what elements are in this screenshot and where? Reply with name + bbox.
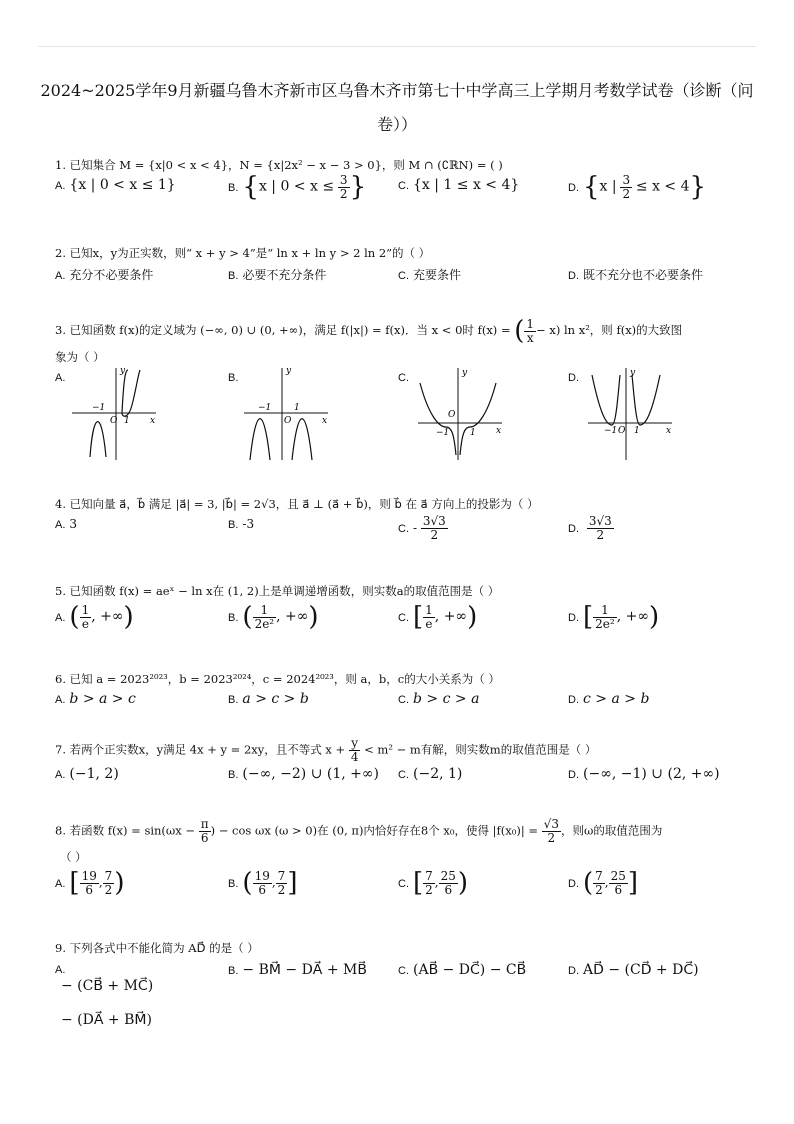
question-5-stem: 5. 已知函数 f(x) = aeˣ − ln x在 (1, 2)上是单调递增函数，则实数a的取值范围是（ ） [55,584,500,598]
svg-text:O: O [448,410,456,420]
q7-option-a[interactable]: A. (−1, 2) [55,766,119,782]
q8-option-c[interactable]: C. [ $\frac{7}{2}$ , $\frac{25}{6}$ ) [398,868,469,898]
svg-text:1: 1 [294,403,300,413]
q5-option-b[interactable]: B. ( $\frac{1}{\text{2e²}}$ , +∞) [228,602,319,632]
svg-text:y: y [120,366,126,376]
q2-option-b[interactable]: B. 必要不充分条件 [228,268,327,282]
q6-option-d[interactable]: D. c > a > b [568,691,650,707]
q3-option-d[interactable]: D. [568,372,579,384]
q1-option-c[interactable]: C. {x | 1 ≤ x < 4} [398,177,520,193]
question-7-stem: 7. 若两个正实数x，y满足 4x + y = 2xy，且不等式 x + $\frac{y}{4}$ < m² − m有解，则实数m的取值范围是（ ） [55,736,597,764]
q5-option-a[interactable]: A. ( $\frac{1}{e}$ , +∞) [55,602,134,632]
q3-option-b-graph [240,365,332,463]
curve-right [632,375,660,425]
svg-text:y: y [462,368,468,378]
svg-text:x: x [496,426,502,436]
exam-title-cont: 卷）） [376,115,417,134]
q5-option-d[interactable]: D. [ $\frac{1}{\text{2e²}}$ , +∞) [568,602,660,632]
curve-right [122,370,140,416]
question-8-stem-cont: （ ） [60,850,87,864]
q7-option-d[interactable]: D. (−∞, −1) ∪ (2, +∞) [568,766,720,782]
q4-option-d[interactable]: D. $\frac{3√3}{2}$ [568,514,612,542]
q3-option-a-graph [68,365,160,463]
question-1-stem: 1. 已知集合 M = {x|0 < x < 4}，N = {x|2x² − x − 3 > 0}，则 M ∩ (∁ℝN) = ( ) [55,158,503,172]
svg-text:O: O [284,416,292,426]
question-3-stem: 3. 已知函数 f(x)的定义域为 (−∞, 0) ∪ (0, +∞)，满足 f(|x|) = f(x)．当 x < 0时 f(x) = ( $\frac{1}{x}$ − x) ln x²，则 f(x)的大致图 [55,316,683,346]
q1-option-a[interactable]: A. {x | 0 < x ≤ 1} [55,177,176,193]
q7-option-c[interactable]: C. (−2, 1) [398,766,463,782]
q9-option-c[interactable]: C. (AB⃗ − DC⃗) − CB⃗ [398,962,527,978]
curve-left [592,375,620,425]
q7-option-b[interactable]: B. (−∞, −2) ∪ (1, +∞) [228,766,380,782]
q1-option-d[interactable]: D. {x | $\frac{3}{2}$ ≤ x < 4} [568,172,707,202]
curve-right [460,383,496,455]
question-4-stem: 4. 已知向量 a⃗，b⃗ 满足 |a⃗| = 3, |b⃗| = 2√3，且 a⃗ ⊥ (a⃗ + b⃗)，则 b⃗ 在 a⃗ 方向上的投影为（ ） [55,497,539,511]
svg-text:−1: −1 [604,426,618,436]
q8-option-b[interactable]: B. ( $\frac{19}{6}$ , $\frac{7}{2}$ ] [228,868,298,898]
curve-right [292,419,312,460]
svg-text:y: y [630,368,636,378]
q8-option-a[interactable]: A. [ $\frac{19}{6}$ , $\frac{7}{2}$ ) [55,868,125,898]
svg-text:−1: −1 [258,403,272,413]
q2-option-d[interactable]: D. 既不充分也不必要条件 [568,268,704,282]
svg-text:O: O [618,426,626,436]
q9-option-d[interactable]: D. AD⃗ − (CD⃗ + DC⃗) [568,962,699,978]
question-6-stem: 6. 已知 a = 2023²⁰²³，b = 2023²⁰²⁴，c = 2024²⁰²³，则 a，b，c的大小关系为（ ） [55,672,500,686]
q9-option-a[interactable]: A. − (CB⃗ + MC⃗) − (DA⃗ + BM⃗) [55,964,154,1028]
q3-option-a[interactable]: A. [55,372,66,384]
q4-option-b[interactable]: B. -3 [228,517,255,531]
svg-text:y: y [286,366,292,376]
q9-option-b[interactable]: B. − BM⃗ − DA⃗ + MB⃗ [228,962,367,978]
svg-text:−1: −1 [92,403,106,413]
svg-text:x: x [322,416,328,426]
q4-option-c[interactable]: C. - $\frac{3√3}{2}$ [398,514,446,542]
q8-option-d[interactable]: D. ( $\frac{7}{2}$ , $\frac{25}{6}$ ] [568,868,639,898]
question-8-stem: 8. 若函数 f(x) = sin(ωx − $\frac{\pi}{6}$ ) − cos ωx (ω > 0)在 (0, π)内恰好存在8个 x₀，使得 |f(x₀)| = $\frac{√3}{2}$ ，则ω的取值范围为 [55,817,663,845]
q5-option-c[interactable]: C. [ $\frac{1}{e}$ , +∞) [398,602,478,632]
svg-text:x: x [666,426,672,436]
q3-option-d-graph [584,365,676,463]
svg-text:O: O [110,416,118,426]
svg-text:1: 1 [634,426,640,436]
q3-option-c[interactable]: C. [398,372,409,384]
top-rule [38,46,756,47]
question-2-stem: 2. 已知x，y为正实数，则“ x + y > 4”是“ ln x + ln y > 2 ln 2”的（ ） [55,246,431,260]
curve-left [250,419,270,460]
q1-option-b[interactable]: B. {x | 0 < x ≤ $\frac{3}{2}$ } [228,172,367,202]
q4-option-a[interactable]: A. 3 [55,517,78,531]
svg-text:1: 1 [470,428,476,438]
q3-option-b[interactable]: B. [228,372,239,384]
question-9-stem: 9. 下列各式中不能化简为 AD⃗ 的是（ ） [55,941,259,955]
q6-option-c[interactable]: C. b > c > a [398,691,480,707]
question-3-stem-cont: 象为（ ） [55,350,105,364]
q6-option-a[interactable]: A. b > a > c [55,691,136,707]
q3-option-c-graph [414,365,506,463]
curve-left [90,422,106,457]
svg-text:1: 1 [124,416,130,426]
svg-text:x: x [150,416,156,426]
svg-text:−1: −1 [436,428,450,438]
q2-option-c[interactable]: C. 充要条件 [398,268,462,282]
q2-option-a[interactable]: A. 充分不必要条件 [55,268,154,282]
q6-option-b[interactable]: B. a > c > b [228,691,309,707]
exam-title: 2024~2025学年9月新疆乌鲁木齐新市区乌鲁木齐市第七十中学高三上学期月考数学试卷（诊断（问 [40,81,754,100]
